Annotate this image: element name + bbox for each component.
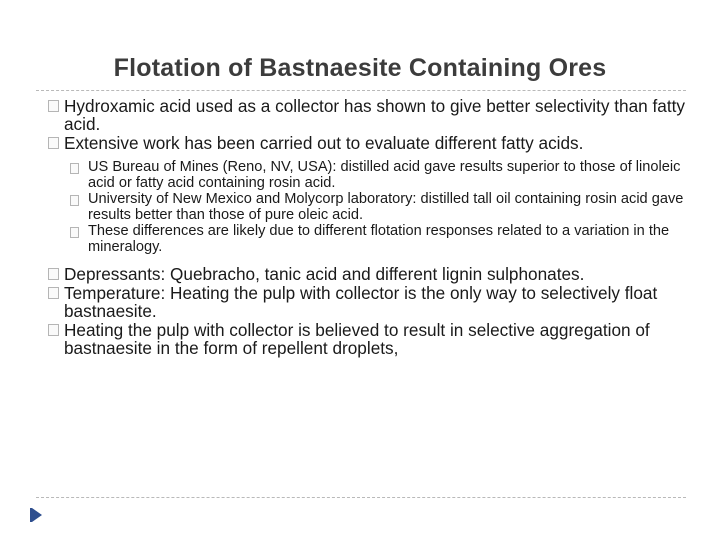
bullet-text: Temperature: Heating the pulp with collector is the only way to selectively float bastnaesite.	[64, 283, 658, 321]
square-bullet-icon	[48, 100, 59, 112]
slide-nav-arrow-icon[interactable]	[30, 506, 44, 524]
square-bullet-icon	[70, 227, 79, 238]
bullet-text: Hydroxamic acid used as a collector has shown to give better selectivity than fatty acid.	[64, 96, 685, 134]
sub-bullet-item	[46, 224, 686, 255]
bullet-item	[46, 321, 686, 357]
bullet-item	[46, 97, 686, 133]
bullet-text: Heating the pulp with collector is believed to result in selective aggregation of bastnaesite in the form of repellent droplets,	[64, 320, 650, 358]
sub-bullet-text: University of New Mexico and Molycorp laboratory: distilled tall oil containing rosin acid gave results better than those of pure oleic acid.	[88, 191, 684, 223]
square-bullet-icon	[70, 195, 79, 206]
sub-bullet-item	[46, 192, 686, 223]
square-bullet-icon	[48, 287, 59, 299]
slide-content	[46, 97, 686, 358]
square-bullet-icon	[48, 324, 59, 336]
slide-title: Flotation of Bastnaesite Containing Ores	[113, 54, 607, 82]
square-bullet-icon	[48, 137, 59, 149]
sub-bullet-list	[46, 160, 686, 255]
bullet-text: Extensive work has been carried out to evaluate different fatty acids.	[64, 133, 584, 153]
square-bullet-icon	[70, 163, 79, 174]
bullet-item	[46, 134, 686, 152]
sub-bullet-item	[46, 160, 686, 191]
bullet-item	[46, 265, 686, 283]
bullet-item	[46, 284, 686, 320]
square-bullet-icon	[48, 268, 59, 280]
footer-divider	[36, 497, 686, 498]
bullet-text: Depressants: Quebracho, tanic acid and different lignin sulphonates.	[64, 264, 585, 284]
sub-bullet-text: These differences are likely due to different flotation responses related to a variation in the mineralogy.	[88, 223, 670, 255]
sub-bullet-text: US Bureau of Mines (Reno, NV, USA): distilled acid gave results superior to those of linoleic acid or fatty acid containing rosin acid.	[88, 159, 681, 191]
title-divider	[36, 90, 686, 91]
